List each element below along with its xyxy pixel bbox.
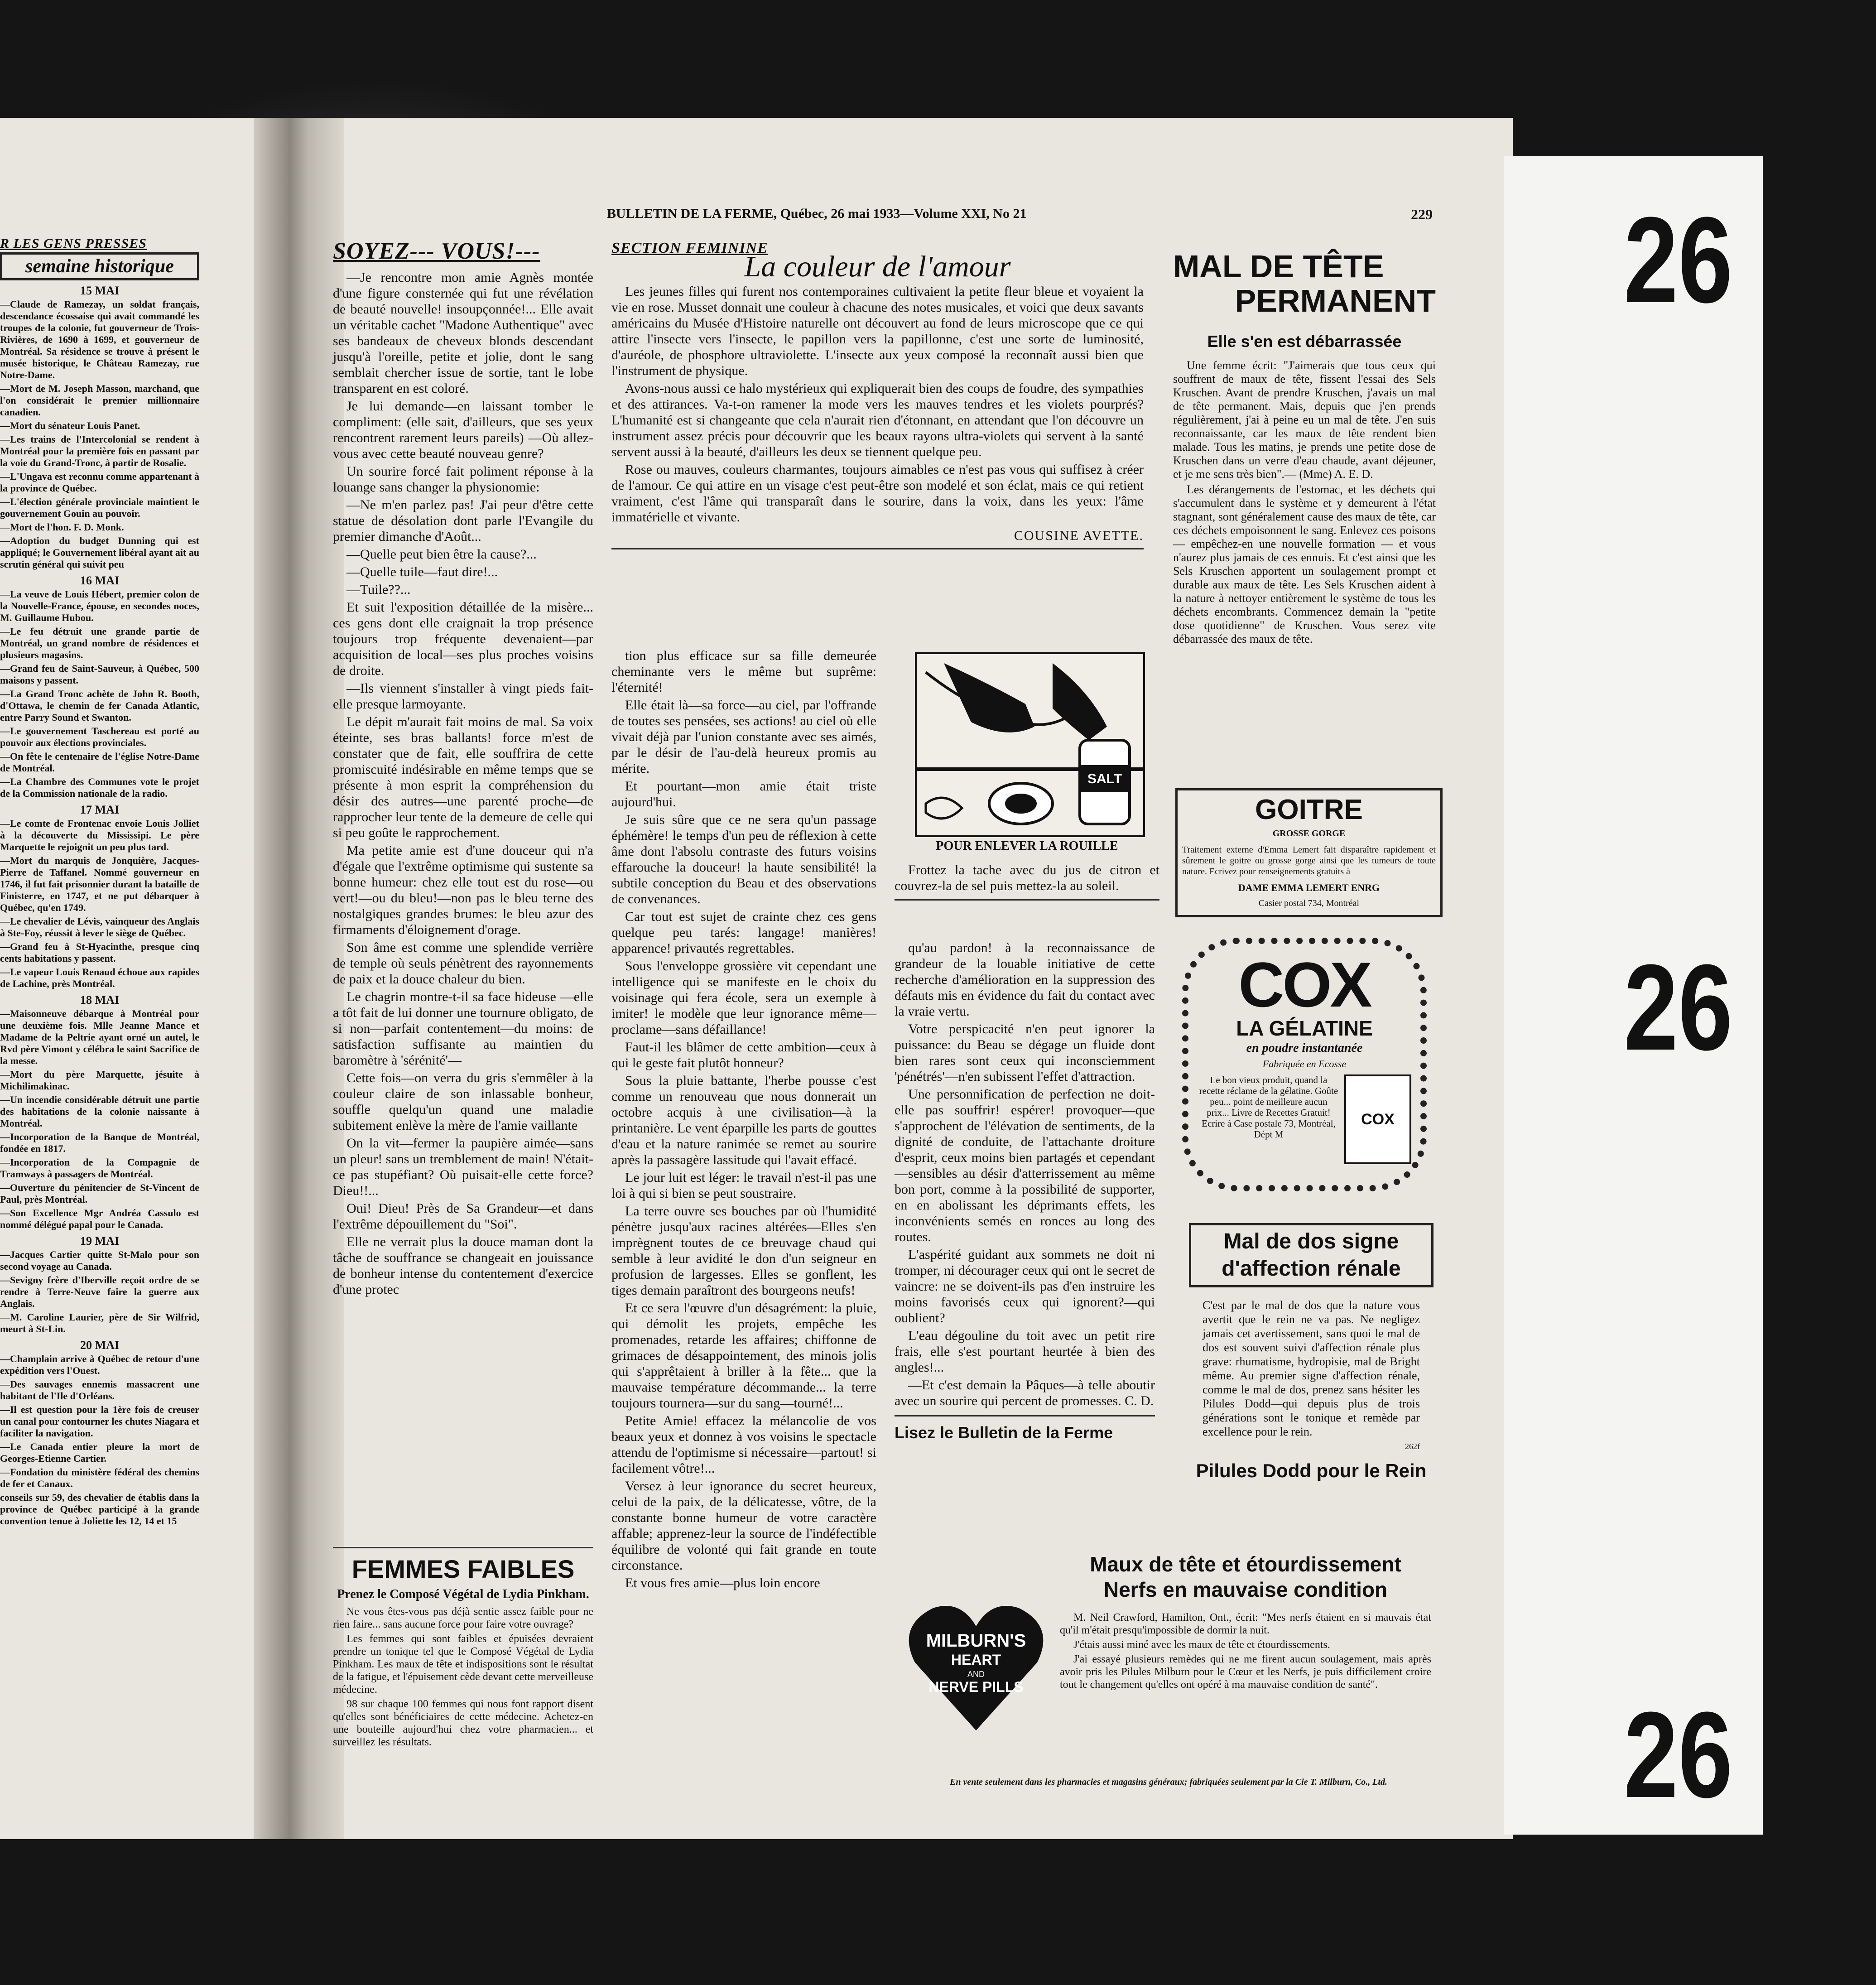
- divider: [895, 899, 1159, 901]
- cox-product: LA GÉLATINE: [1236, 1017, 1373, 1040]
- paragraph: Je lui demande—en laissant tomber le compliment: (elle sait, d'ailleurs, que ses yeux rencontrent rarement leurs pareils) —Où allez-vous avec cette beauté nouveau genre?: [333, 399, 593, 461]
- salt-label: SALT: [1087, 771, 1122, 786]
- soyez-vous-body: [333, 270, 593, 1297]
- paragraph: Elle ne verrait plus la douce maman dont la tâche de souffrance se changeait en jouissance de bonheur intense du contentement d'exercice d'une protec: [333, 1234, 593, 1297]
- lisez-bulletin-footer: Lisez le Bulletin de la Ferme: [895, 1423, 1113, 1442]
- paragraph: J'étais aussi miné avec les maux de tête et étourdissements.: [1073, 1639, 1330, 1651]
- page-fold-gutter: [254, 118, 344, 1839]
- paragraph: Et pourtant—mon amie était triste aujourd'hui.: [611, 779, 876, 809]
- historique-item: —Jacques Cartier quitte St-Malo pour son second voyage au Canada.: [0, 1249, 199, 1272]
- paragraph: —Tuile??...: [346, 582, 411, 597]
- cox-tagline: en poudre instantanée: [1246, 1041, 1363, 1055]
- historique-date: 17 MAI: [80, 803, 119, 816]
- card-number-top: 26: [1624, 192, 1733, 328]
- mal-de-tete-ad: [1173, 249, 1436, 648]
- paragraph: Les dérangements de l'estomac, et les déchets qui s'accumulent dans le système et y demeurent à l'état stagnant, sont généralement cause des maux de tête, car ces déchets empoisonnent le sang. Enlevez ces poisons — empêchez-en une nouvelle formation — et vous n'aurez plus jamais de ces ennuis. Et c'est ainsi que les Sels Kruschen apportent un soulagement prompt et durable aux maux de tête. Les Sels Kruschen aident à la nature à nettoyer entièrement le système de tous les déchets encombrants. Commencez demain la "petite dose quotidienne" de Kruschen. Vous serez vite débarrassée des maux de tête.: [1173, 483, 1436, 646]
- historique-item: —M. Caroline Laurier, père de Sir Wilfrid, meurt à St-Lin.: [0, 1311, 199, 1335]
- paragraph: Et vous fres amie—plus loin encore: [625, 1575, 820, 1590]
- historique-item: —Fondation du ministère fédéral des chemins de fer et Canaux.: [0, 1466, 199, 1489]
- milburn-heart-logo: [906, 1599, 1046, 1735]
- historique-item: —Le vapeur Louis Renaud échoue aux rapides de Lachine, près Montréal.: [0, 966, 199, 989]
- paragraph: tion plus efficace sur sa fille demeurée cheminante vers le même but suprême: l'éternité!: [611, 648, 876, 695]
- article-headline: La couleur de l'amour: [744, 250, 1011, 283]
- historique-item: —Incorporation de la Compagnie de Tramways à passagers de Montréal.: [0, 1156, 199, 1180]
- milburn-title-1: Maux de tête et étourdissement: [1090, 1552, 1401, 1576]
- paragraph: —Ils viennent s'installer à vingt pieds fait-elle presque larmoyante.: [333, 681, 593, 712]
- continuation-body: [611, 648, 876, 1591]
- paragraph: 98 sur chaque 100 femmes qui nous font rapport disent qu'elles sont bénéficiaires de cette médecine. Achetez-en une bouteille aujourd'hui chez votre pharmacien... et surveillez les résultats.: [333, 1698, 593, 1748]
- historique-item: —Le Canada entier pleure la mort de Georges-Etienne Cartier.: [0, 1441, 199, 1464]
- femmes-faibles-title: FEMMES FAIBLES: [351, 1555, 575, 1583]
- mal-de-tete-title-1: MAL DE TÊTE: [1173, 249, 1384, 284]
- section-feminine-body: [611, 284, 1144, 525]
- column-d: [895, 940, 1155, 1443]
- historique-item: —Sevigny frère d'Iberville reçoit ordre de se rendre à Terre-Neuve faire la guerre aux Anglais.: [0, 1274, 199, 1309]
- historique-item: —Le chevalier de Lévis, vainqueur des Anglais à Ste-Foy, réussit à lever le siège de Québec.: [0, 915, 199, 939]
- page-header: BULLETIN DE LA FERME, Québec, 26 mai 1933—Volume XXI, No 21: [607, 206, 1027, 221]
- left-strip-subtitle: semaine historique: [0, 252, 199, 280]
- historique-item: —Ouverture du pénitencier de St-Vincent de Paul, près Montréal.: [0, 1182, 199, 1205]
- goitre-name: DAME EMMA LEMERT ENRG: [1238, 882, 1380, 893]
- paragraph: M. Neil Crawford, Hamilton, Ont., écrit: "Mes nerfs étaient en si mauvais état qu'il m'était presqu'impossible de dormir la nuit.: [1060, 1612, 1431, 1636]
- paragraph: Cette fois—on verra du gris s'emmêler à la couleur claire de son inlassable bonheur, souffle quelqu'un quand une maladie subitement enlève la mère de l'amie vaillante: [333, 1070, 593, 1133]
- historique-item: —Claude de Ramezay, un soldat français, descendance écossaise qui avait commandé les troupes de la colonie, fut gouverneur de Trois-Rivières, de 1690 à 1699, et gouverneur de Montréal. Sa résidence se trouve à présent le musée historique, le Château Ramezay, rue Notre-Dame.: [0, 299, 199, 381]
- historique-item: —Il est question pour la 1ère fois de creuser un canal pour contourner les chutes Niagara et faciliter la navigation.: [0, 1404, 199, 1439]
- pilules-dodd-footer: Pilules Dodd pour le Rein: [1196, 1460, 1427, 1481]
- historique-date: 19 MAI: [80, 1234, 119, 1248]
- paragraph: Une femme écrit: "J'aimerais que tous ceux qui souffrent de maux de tête, fissent l'essai des Sels Kruschen. Avant de prendre Kruschen, j'avais un mal de tête permanent. Mais, depuis que j'en prends régulièrement, j'ai à peine eu un mal de tête. J'en suis reconnaissante, car les maux de tête rendent bien malade. Tous les matins, je prends une petite dose de Kruschen dans un verre d'eau chaude, avant déjeuner, et je me sens très bien".— (Mme) A. E. D.: [1173, 359, 1436, 481]
- heart-icon: [906, 1599, 1046, 1735]
- paragraph: Le dépit m'aurait fait moins de mal. Sa voix éteinte, ses bras ballants! force m'est de constater que de fait, elle souffrira de cette promiscuité indésirable en même temps que se présente à mon esprit la compréhension du désir des autres—une parenté proche—de rapprocher leur tente de la demeure de celle qui si peu goûte le rapprochement.: [333, 714, 593, 840]
- historique-item: —Mort du marquis de Jonquière, Jacques-Pierre de Taffanel. Nommé gouverneur en 1746, il fut fait prisonnier durant la bataille de Finisterre, en 1747, et ne put débarquer à Québec, qu'en 1749.: [0, 855, 199, 913]
- paragraph: Et ce sera l'œuvre d'un désagrément: la pluie, qui démolit les projets, empêche les promenades, retarde les affaires; chiffonne de grimaces de désappointement, des minois jolis qui s'apprêtaient à briller à la fête... que la mauvaise température décommande... la terre toujours tournera—sur du sang—tourné!...: [611, 1301, 876, 1411]
- paragraph: Sous la pluie battante, l'herbe pousse c'est comme un renouveau que nous donnerait un octobre acquis à une civilisation—à la printanière. Le vent éparpille les parts de gouttes d'eau et la nature ranimée se remet au sourire après la passagère lassitude qui l'avait effacé.: [611, 1073, 876, 1167]
- paragraph: Faut-il les blâmer de cette ambition—ceux à qui le geste fait plutôt honneur?: [611, 1040, 876, 1070]
- section-feminine-kicker: SECTION FEMININE: [611, 240, 768, 256]
- soyez-vous-column: [333, 238, 593, 1299]
- goitre-title: GOITRE: [1255, 794, 1363, 825]
- historique-item: —Mort du sénateur Louis Panet.: [0, 420, 140, 431]
- paragraph: Avons-nous aussi ce halo mystérieux qui expliquerait bien des coups de foudre, des sympathies et des attirances. Va-t-on ramener la mode vers les mauves tendres et les violets pourprés? L'humanité est si changeante que cela n'aurait rien d'étonnant, en attendant que l'on découvre un instrument assez précis pour découvrir que les beaux rayons ultra-violets qui servent à la santé servent aussi à la beauté, d'ailleurs les deux se tiennent quelque peu.: [611, 381, 1144, 459]
- hands-lemon-salt-drawing: [917, 654, 1143, 835]
- paragraph: —Je rencontre mon amie Agnès montée d'une figure consternée qui fut une révélation de beauté nouvelle! insoupçonnée!... Elle avait un véritable cachet "Madone Authentique" avec ses bandeaux de cheveux blonds descendant jusqu'à l'oreille, petite et jolie, dont le sang semblait chercher issue de sortie, tant le lobe transparent en est coloré.: [333, 270, 593, 396]
- femmes-faibles-body: [333, 1605, 593, 1749]
- cox-made: Fabriquée en Ecosse: [1262, 1058, 1347, 1070]
- milburn-footer: En vente seulement dans les pharmacies et magasins généraux; fabriquées seulement par la Cie T. Milburn, Co., Ltd.: [950, 1777, 1387, 1787]
- paragraph: J'ai essayé plusieurs remèdes qui ne me firent aucun soulagement, mais après avoir pris les Pilules Milburn pour le Cœur et les Nerfs, je puis difficilement croire tout le changement qu'elles ont opéré à ma mauvaise condition de santé".: [1060, 1653, 1431, 1691]
- historique-item: —L'Ungava est reconnu comme appartenant à la province de Québec.: [0, 471, 199, 494]
- goitre-text: Traitement externe d'Emma Lemert fait disparaître rapidement et sûrement le goitre ou grosse gorge ainsi que les tumeurs de toute nature. Ecrivez pour renseignements gratuits à: [1182, 845, 1436, 877]
- paragraph: Et suit l'exposition détaillée de la misère... ces gens dont elle craignait la trop présence toujours trop fréquente devenaient—par acquisition de local—ses plus proches voisins de droite.: [333, 600, 593, 678]
- historique-item: —Le feu détruit une grande partie de Montréal, un grand nombre de résidences et plusieurs magasins.: [0, 626, 199, 660]
- cox-gelatine-ad: [1182, 938, 1427, 1191]
- paragraph: Votre perspicacité n'en peut ignorer la puissance: du Beau se dégage un fluide dont bien rares sont ceux qui inconsciemment 'pénétrés'—n'en subissent l'effet d'attraction.: [895, 1021, 1155, 1084]
- goitre-ad: [1175, 788, 1443, 917]
- mal-de-dos-text: C'est par le mal de dos que la nature vous avertit que le rein ne va pas. Ne negligez jamais cet avertissement, sans quoi le mal de dos est souvent suivi d'affection rénale plus grave: rhumatisme, hydropisie, mal de Bright même. Au premier signe d'affection rénale, comme le mal de dos, prenez sans hésiter les Pilules Dodd—qui depuis plus de trois générations sont le tonique et remède par excellence pour le rein.: [1203, 1299, 1420, 1438]
- rouille-text: Frottez la tache avec du jus de citron et couvrez-la de sel puis mettez-la au soleil.: [895, 862, 1159, 893]
- heart-line-3: AND: [967, 1670, 985, 1679]
- paragraph: —Et c'est demain la Pâques—à telle aboutir avec un sourire qui percent de promesses. C. D.: [895, 1378, 1155, 1408]
- paragraph: Le chagrin montre-t-il sa face hideuse —elle a tôt fait de lui donner une tournure obligato, de si non—parfait contentement—du moins: de satisfaction suffisante au maintien du baromètre à 'sérénité'—: [333, 989, 593, 1068]
- divider: [333, 1547, 593, 1548]
- historique-item: —La Chambre des Communes vote le projet de la Commission nationale de la radio.: [0, 776, 199, 799]
- cox-text: Le bon vieux produit, quand la recette réclame de la gélatine. Goûte peu... point de meilleure aucun prix... Livre de Recettes Gratuit! Ecrire à Case postale 73, Montréal, Dépt M: [1199, 1074, 1338, 1140]
- divider: [611, 548, 1144, 549]
- card-number-middle: 26: [1624, 940, 1733, 1076]
- mal-de-tete-title-2: PERMANENT: [1235, 283, 1436, 318]
- historique-date: 18 MAI: [80, 993, 119, 1007]
- paragraph: Car tout est sujet de crainte chez ces gens quelque peu tarés: langage! manières! apparence! privautés regrettables.: [611, 909, 876, 956]
- paragraph: Versez à leur ignorance du secret heureux, celui de la paix, de la délicatesse, vôtre, de la constante bonne humeur de votre caractère affable; apprenez-leur la source de l'indéfectible équilibre de volonté qui fait grande en toute circonstance.: [611, 1479, 876, 1573]
- paragraph: Une personnification de perfection ne doit-elle pas souffrir! espérer! provoquer—que s'approchent de l'élévation de sentiments, de la dignité de conduite, de l'attachante droiture d'esprit, ceux moins bien partagés et cependant—sensibles au désir d'atterrissement au même bon port, comme à la possibilité de supporter, en en abolissant les déprimants effets, les inconvénients semés en ronces au long des routes.: [895, 1087, 1155, 1244]
- divider: [895, 1415, 1155, 1416]
- historique-item: —L'élection générale provinciale maintient le gouvernement Gouin au pouvoir.: [0, 496, 199, 519]
- cox-package-brand: COX: [1361, 1110, 1395, 1128]
- historique-item: —Mort de l'hon. F. D. Monk.: [0, 521, 124, 533]
- goitre-address: Casier postal 734, Montréal: [1258, 898, 1360, 908]
- left-column-historique: [0, 238, 199, 1529]
- paragraph: Ma petite amie est d'une douceur qui n'a d'égale que l'extrême optimisme qui sustente sa bonne humeur: chez elle tout est du rose—ou vert!—ou du bleu!—non pas le bleu terne des nostalgiques grandes brumes: le bleu azur des firmaments d'éloignement d'orage.: [333, 843, 593, 937]
- article-continuation-column: [611, 648, 876, 1593]
- paragraph: La terre ouvre ses bouches par où l'humidité pénètre jusqu'aux racines altérées—Elles s'en imprègnent toutes de ce breuvage chaud qui semble à leur avidité le don d'un seigneur en profusion de largesses. Elles se gonflent, les tiges demain paraîtront des bourgeons neufs!: [611, 1204, 876, 1298]
- left-strip-title: R LES GENS PRESSES: [0, 236, 147, 251]
- paragraph: L'eau dégouline du toit avec un petit rire frais, elle s'est pourtant heurtée à bien des angles!...: [895, 1328, 1155, 1375]
- paragraph: Son âme est comme une splendide verrière de temple où seuls pénètrent des rayonnements de paix et la douce chaleur du bien.: [333, 940, 593, 987]
- goitre-subtitle: GROSSE GORGE: [1272, 829, 1346, 838]
- page-number: 229: [1411, 206, 1433, 222]
- paragraph: —Quelle tuile—faut dire!...: [346, 564, 498, 579]
- cox-brand: COX: [1238, 949, 1371, 1020]
- soyez-vous-title: SOYEZ--- VOUS!---: [333, 238, 540, 264]
- mal-de-dos-ad: [1189, 1223, 1433, 1483]
- paragraph: —Quelle peut bien être la cause?...: [346, 547, 537, 562]
- paragraph: Elle était là—sa force—au ciel, par l'offrande de toutes ses pensées, ses actions! au ciel où elle vivait déjà par l'union constante avec ses aimés, par le désir de l'au-delà heureux promis au mérite.: [611, 698, 876, 776]
- historique-item: —Les trains de l'Intercolonial se rendent à Montréal pour la première fois en passant par la voie du Grand-Tronc, à partir de Rosalie.: [0, 434, 199, 468]
- historique-item: —Grand feu de Saint-Sauveur, à Québec, 500 maisons y passent.: [0, 663, 199, 686]
- paragraph: Ne vous êtes-vous pas déjà sentie assez faible pour ne rien faire... sans aucune force pour faire votre ouvrage?: [333, 1606, 593, 1630]
- paragraph: Petite Amie! effacez la mélancolie de vos beaux yeux et donnez à vos voisins le spectacle attendu de l'optimisme si nécessaire—partout! si facilement vôtre!...: [611, 1413, 876, 1476]
- paragraph: Oui! Dieu! Près de Sa Grandeur—et dans l'extrême dépouillement du "Soi".: [333, 1201, 593, 1232]
- mal-de-tete-subtitle: Elle s'en est débarrassée: [1207, 332, 1402, 351]
- historique-item: —Grand feu à St-Hyacinthe, presque cinq cents habitations y passent.: [0, 941, 199, 964]
- historique-item: —Son Excellence Mgr Andréa Cassulo est nommé délégué papal pour le Canada.: [0, 1207, 199, 1230]
- paragraph: Les jeunes filles qui furent nos contemporaines cultivaient la petite fleur bleue et voyaient la vie en rose. Musset donnait une couleur à chacune des notes musicales, et voici que deux savants américains du Musée d'Histoire naturelle ont découvert au fond de leurs microscope que ce qui attire l'insecte vers l'insecte, le papillon vers la papillonne, c'est une sorte de luminosité, d'auréole, de phosphore ultraviolette. L'insecte aux yeux composé la reconnaît aussi bien que l'instrument de physique.: [611, 284, 1144, 378]
- paragraph: L'aspérité guidant aux sommets ne doit ni tromper, ni décourager ceux qui ont le secret de vaincre: ne se doivent-ils pas d'en instruire les moins favorisés ceux qui ignorent?—qui oublient?: [895, 1247, 1155, 1325]
- historique-date: 15 MAI: [80, 284, 119, 297]
- paragraph: Les femmes qui sont faibles et épuisées devraient prendre un tonique tel que le Composé Végétal de Lydia Pinkham. Les maux de tête et indispositions sont le résultat de la fatigue, et l'épuisement cède devant cette merveilleuse médecine.: [333, 1633, 593, 1696]
- historique-item: —Adoption du budget Dunning qui est appliqué; le Gouvernement libéral ayant ait au scrutin général qui suivit peu: [0, 535, 199, 570]
- historique-item: —Un incendie considérable détruit une partie des habitations de la colonie naissante à Montréal.: [0, 1094, 199, 1129]
- rouille-caption: POUR ENLEVER LA ROUILLE: [936, 839, 1118, 853]
- heart-line-1: MILBURN'S: [926, 1631, 1026, 1651]
- mal-de-dos-title: Mal de dos signe d'affection rénale: [1189, 1223, 1433, 1287]
- historique-date: 16 MAI: [80, 574, 119, 587]
- paragraph: Rose ou mauves, couleurs charmantes, toujours aimables ce n'est pas vous qui suffisez à créer de l'amour. Ce qui attire en un visage c'est peut-être son modelé et son éclat, mais ce qui retient vraiment, c'est l'âme qui transparaît dans le sourire, dans la voix, dans les yeux: l'âme immatérielle et vivante.: [611, 462, 1144, 525]
- historique-item: —On fête le centenaire de l'église Notre-Dame de Montréal.: [0, 751, 199, 774]
- historique-item: —Champlain arrive à Québec de retour d'une expédition vers l'Ouest.: [0, 1353, 199, 1376]
- paragraph: —Ne m'en parlez pas! J'ai peur d'être cette statue de désolation dont parle l'Evangile du premier dimanche d'Août...: [333, 497, 593, 544]
- historique-item: —La Grand Tronc achète de John R. Booth, d'Ottawa, le chemin de fer Canada Atlantic, entre Parry Sound et Swanton.: [0, 688, 199, 723]
- heart-line-2: HEART: [951, 1652, 1001, 1668]
- milburn-ad: [1060, 1551, 1431, 1693]
- historique-item: —Le gouvernement Taschereau est porté au pouvoir aux élections provinciales.: [0, 725, 199, 748]
- paragraph: On la vit—fermer la paupière aimée—sans un pleur! sans un tremblement de main! N'était-ce pas stupéfiant? Où puisait-elle cette force? Dieu!!...: [333, 1136, 593, 1198]
- milburn-body: [1060, 1611, 1431, 1691]
- paragraph: Le jour luit est léger: le travail n'est-il pas une loi à qui si bien se peut soustraire.: [611, 1170, 876, 1201]
- historique-date: 20 MAI: [80, 1339, 119, 1352]
- historique-item: —Incorporation de la Banque de Montréal, fondée en 1817.: [0, 1131, 199, 1154]
- historique-item: —Mort du père Marquette, jésuite à Michilimakinac.: [0, 1069, 199, 1092]
- femmes-faibles-ad: [333, 1547, 593, 1750]
- rust-removal-illustration: [915, 652, 1145, 837]
- femmes-faibles-subtitle: Prenez le Composé Végétal de Lydia Pinkham.: [337, 1587, 589, 1601]
- historique-sections: [0, 285, 199, 1527]
- historique-item: —Mort de M. Joseph Masson, marchand, que l'on considérait le premier millionnaire canadien.: [0, 383, 199, 418]
- historique-item: —Maisonneuve débarque à Montréal pour une deuxième fois. Mlle Jeanne Mance et Madame de la Peltrie ayant orné un autel, le Rvd père Vimont y célébra le saint Sacrifice de la messe.: [0, 1008, 199, 1066]
- card-number-bottom: 26: [1624, 1687, 1733, 1823]
- paragraph: Je suis sûre que ce ne sera qu'un passage éphémère! le temps d'un peu de réflexion à cette âme dont l'absolu contraste des futurs voisins effarouche la douceur! la haute sensibilité! la subtile conception du Beau et des observations de convenances.: [611, 812, 876, 906]
- mal-de-dos-code: 262f: [1405, 1442, 1420, 1451]
- historique-item: conseils sur 59, des chevalier de établis dans la province de Québec participé à la grande convention tenue à Joliette les 12, 14 et 15: [0, 1492, 199, 1527]
- paragraph: Un sourire forcé fait poliment réponse à la louange sans changer la physionomie:: [333, 464, 593, 495]
- column-d-body: [895, 940, 1155, 1409]
- historique-item: —Le comte de Frontenac envoie Louis Jolliet à la découverte du Mississipi. Le père Marquette le rejoignit un peu plus tard.: [0, 818, 199, 853]
- historique-item: —La veuve de Louis Hébert, premier colon de la Nouvelle-France, épouse, en secondes noces, M. Guillaume Hubou.: [0, 588, 199, 623]
- milburn-title-2: Nerfs en mauvaise condition: [1103, 1578, 1388, 1601]
- cox-package-illustration: [1344, 1074, 1411, 1164]
- mal-de-tete-body: [1173, 359, 1436, 646]
- paragraph: Sous l'enveloppe grossière vit cependant une intelligence qui se manifeste en le choix du voisinage qui fera école, sera un exemple à imiter! le modèle que leur ignorance même—proclame—sans défaillance!: [611, 959, 876, 1037]
- historique-item: —Des sauvages ennemis massacrent une habitant de l'Ile d'Orléans.: [0, 1378, 199, 1402]
- article-signature: COUSINE AVETTE.: [1014, 528, 1144, 543]
- rouille-text-block: [895, 838, 1159, 901]
- section-feminine: [611, 240, 1144, 549]
- paragraph: qu'au pardon! à la reconnaissance de grandeur de la louable initiative de cette recherche d'amélioration en la suppression des défauts mis en évidence du fait du contact avec la vraie vertu.: [895, 940, 1155, 1019]
- heart-line-4: NERVE PILLS: [928, 1679, 1024, 1695]
